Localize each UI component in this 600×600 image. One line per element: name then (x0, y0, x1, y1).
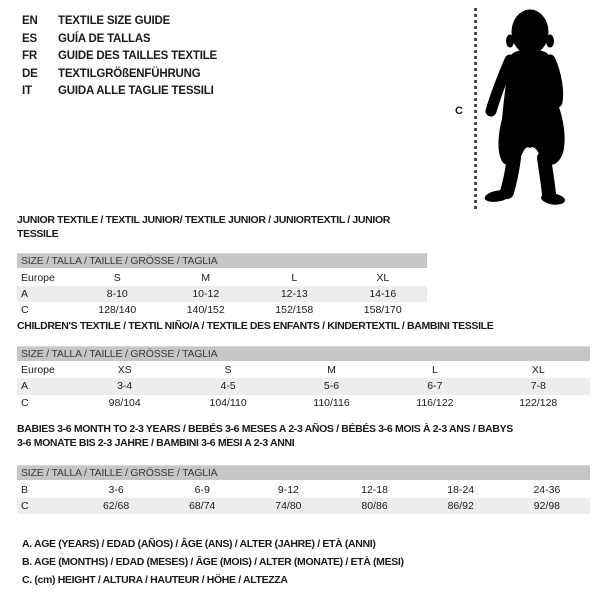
row-label: C (21, 396, 29, 409)
size-cell: 80/86 (361, 499, 388, 512)
language-title: GUÍA DE TALLAS (58, 32, 151, 45)
size-cell: 116/122 (416, 396, 454, 409)
row-label: Europe (21, 364, 55, 377)
size-cell: 6-9 (194, 483, 210, 496)
language-code: ES (22, 32, 37, 45)
size-cell: M (201, 271, 211, 284)
size-cell: 12-18 (361, 483, 388, 496)
footnote-a: A. AGE (YEARS) / EDAD (AÑOS) / ÂGE (ANS) / ALTER (JAHRE) / ETÀ (ANNI) (22, 538, 376, 550)
section-title: CHILDREN'S TEXTILE / TEXTIL NIÑO/A / TEXTILE DES ENFANTS / KINDERTEXTIL / BAMBINI TESSILE (17, 320, 494, 332)
size-cell: 128/140 (98, 304, 137, 317)
language-title: GUIDE DES TAILLES TEXTILE (58, 50, 217, 62)
section-title: BABIES 3-6 MONTH TO 2-3 YEARS / BEBÉS 3-6 MESES A 2-3 AÑOS / BÉBÉS 3-6 MOIS À 2-3 ANS / BABYS 3-6 MONATE BIS 2-3 JAHRE / BAMBINI 3-6 MESI A 2-3 ANNI (17, 423, 513, 449)
footnote-c: C. (cm) HEIGHT / ALTURA / HAUTEUR / HÖHE / ALTEZZA (22, 574, 288, 586)
toddler-silhouette-icon (482, 8, 574, 206)
language-code: EN (22, 15, 38, 27)
size-cell: 62/68 (102, 499, 130, 512)
size-cell: 24-36 (533, 483, 561, 496)
size-cell: XS (117, 364, 132, 377)
size-cell: 5-6 (323, 380, 340, 393)
size-cell: S (113, 271, 121, 284)
table-row (17, 362, 590, 379)
footnotes (22, 535, 404, 589)
size-header-band: SIZE / TALLA / TAILLE / GRÖSSE / TAGLIA (17, 346, 590, 362)
size-cell: XL (376, 271, 390, 284)
language-row (22, 13, 217, 31)
size-cell: 3-6 (108, 483, 124, 496)
size-cell: 152/158 (275, 304, 314, 317)
babies-size-table (17, 465, 590, 514)
table-row (17, 395, 590, 412)
size-cell: L (291, 271, 298, 284)
size-cell: 8-10 (106, 287, 128, 300)
size-cell: 14-16 (369, 287, 397, 300)
size-cell: 86/92 (447, 499, 474, 512)
language-row (22, 83, 217, 101)
table-row (17, 302, 427, 319)
size-header-band: SIZE / TALLA / TAILLE / GRÖSSE / TAGLIA (17, 466, 590, 482)
size-header-band: SIZE / TALLA / TAILLE / GRÖSSE / TAGLIA (17, 254, 427, 270)
language-code: DE (22, 67, 38, 80)
language-row (22, 48, 217, 66)
size-cell: 122/128 (519, 396, 558, 409)
size-cell: 68/74 (189, 499, 216, 512)
size-cell: L (431, 364, 438, 377)
language-row (22, 31, 217, 49)
size-cell: 140/152 (186, 304, 225, 317)
size-cell: 74/80 (275, 499, 302, 512)
language-title: TEXTILGRÖßENFÜHRUNG (58, 67, 201, 80)
language-code: IT (22, 85, 32, 97)
size-cell: 158/170 (363, 304, 402, 317)
size-cell: XL (531, 364, 545, 377)
size-cell: 110/116 (313, 396, 350, 409)
language-row (22, 66, 217, 84)
table-row (17, 378, 590, 395)
row-label: A (21, 287, 29, 300)
size-cell: 6-7 (427, 380, 443, 393)
size-cell: 18-24 (447, 483, 475, 496)
size-cell: 98/104 (108, 396, 141, 409)
table-row (17, 498, 590, 515)
footnote-b: B. AGE (MONTHS) / EDAD (MESES) / ÂGE (MOIS) / ALTER (MONATE) / ETÀ (MESI) (22, 556, 404, 568)
row-label: A (21, 380, 29, 393)
height-measure-label: C (455, 105, 463, 117)
section-babies (17, 423, 590, 514)
row-label: B (21, 483, 29, 496)
language-title: TEXTILE SIZE GUIDE (58, 15, 171, 27)
row-label: Europe (21, 271, 55, 284)
table-row (17, 269, 427, 286)
size-cell: M (327, 364, 336, 377)
size-cell: 3-4 (117, 380, 133, 393)
size-cell: 7-8 (530, 380, 546, 393)
size-cell: 92/98 (533, 499, 561, 512)
size-cell: S (224, 364, 232, 377)
children-size-table (17, 346, 590, 412)
language-list (22, 13, 217, 101)
language-code: FR (22, 50, 37, 62)
section-children (17, 320, 590, 411)
section-junior (17, 214, 427, 319)
size-cell: 9-12 (277, 483, 299, 496)
size-cell: 104/110 (209, 396, 247, 409)
row-label: C (21, 499, 29, 512)
table-row (17, 286, 427, 303)
table-row (17, 481, 590, 498)
height-measure-line (474, 8, 477, 212)
row-label: C (21, 304, 29, 317)
junior-size-table (17, 253, 427, 319)
section-title: JUNIOR TEXTILE / TEXTIL JUNIOR/ TEXTILE JUNIOR / JUNIORTEXTIL / JUNIOR TESSILE (17, 214, 390, 240)
size-cell: 4-5 (220, 380, 236, 393)
size-cell: 10-12 (192, 287, 220, 300)
size-cell: 12-13 (280, 287, 308, 300)
language-title: GUIDA ALLE TAGLIE TESSILI (58, 85, 214, 97)
